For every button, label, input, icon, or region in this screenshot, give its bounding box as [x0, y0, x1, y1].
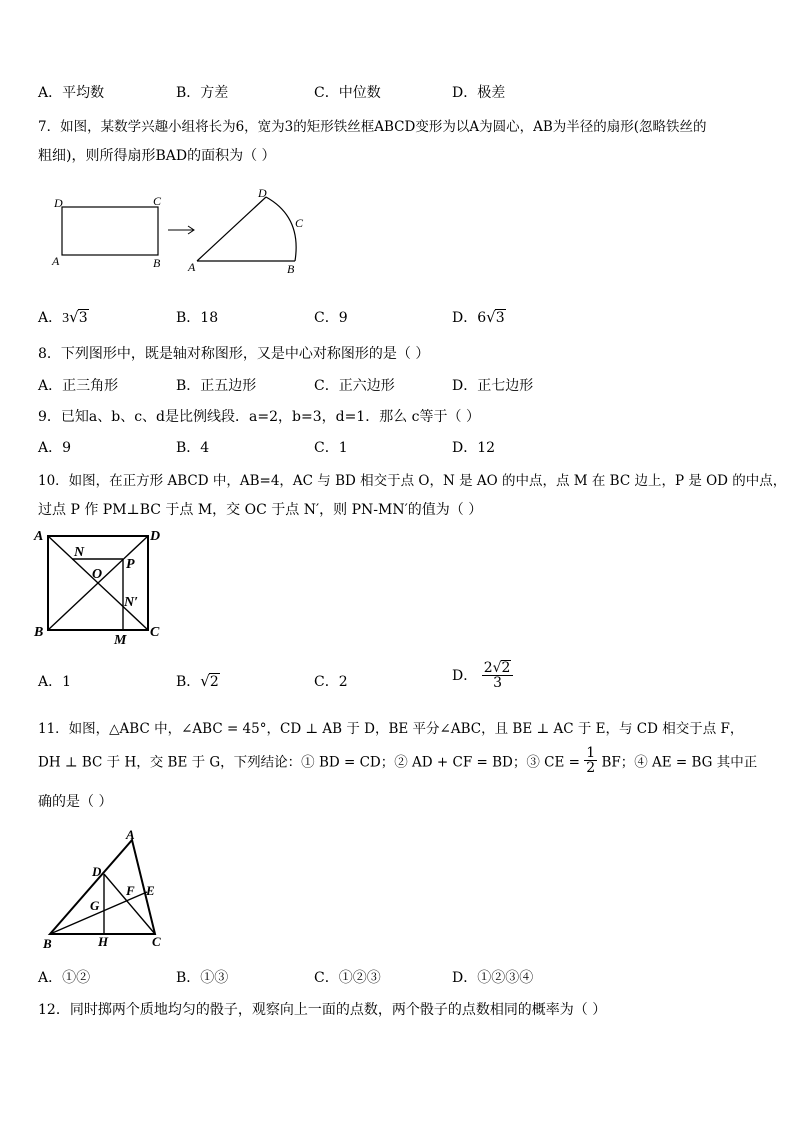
q10-figure: [32, 524, 172, 650]
q11-option-a: A．①②: [38, 970, 91, 986]
q10-label-d: D: [150, 529, 161, 544]
q11-label-f: F: [126, 883, 135, 898]
q9-option-b: B．4: [176, 440, 210, 456]
q10-label-a: A: [34, 529, 44, 544]
q7-label-a2: A: [188, 260, 196, 274]
q11-question-line1: 11．如图，△ABC 中，∠ABC = 45°，CD ⊥ AB 于 D，BE 平分∠ABC，且 BE ⊥ AC 于 E，与 CD 相交于点 F，: [38, 721, 744, 737]
q10-option-d-fraction: $\frac{2√2}{3}$: [482, 660, 514, 690]
q7-question-line1: 7．如图，某数学兴趣小组将长为6，宽为3的矩形铁丝框ABCD变形为以A为圆心，AB为半径的扇形(忽略铁丝的: [38, 119, 707, 135]
q11-label-a: A: [126, 827, 135, 842]
q11-lines: [50, 874, 155, 934]
q7-label-d: D: [54, 196, 63, 210]
q10-label-o: O: [92, 567, 103, 582]
q11-label-b: B: [43, 936, 52, 950]
q7-option-d: D．6√3: [452, 308, 505, 326]
q7-label-a: A: [52, 254, 60, 268]
q11-figure: [40, 826, 180, 950]
q11-label-h: H: [98, 934, 109, 949]
q7-sector: [197, 197, 296, 261]
q7-label-b: B: [153, 256, 161, 270]
q10-lines: [48, 536, 148, 630]
q9-option-a: A．9: [38, 440, 72, 456]
q10-option-a: A．1: [38, 674, 72, 690]
q12-question: 12．同时掷两个质地均匀的骰子，观察向上一面的点数，两个骰子的点数相同的概率为（ ）: [38, 1002, 607, 1018]
q8-option-c: C．正六边形: [314, 378, 395, 394]
q7-label-b2: B: [287, 262, 295, 275]
arrow-right-icon: [168, 226, 194, 234]
q8-option-d: D．正七边形: [452, 378, 534, 394]
q10-label-p: P: [126, 557, 135, 572]
q7-option-c: C．9: [314, 310, 348, 326]
q9-option-d: D．12: [452, 440, 496, 456]
q11-fraction: $\frac{1}{2}$: [586, 745, 596, 776]
q10-label-n: N: [74, 545, 85, 560]
q11-option-d: D．①②③④: [452, 970, 534, 986]
q6-option-c: C．中位数: [314, 85, 381, 101]
q8-question: 8．下列图形中，既是轴对称图形，又是中心对称图形的是（ ）: [38, 346, 430, 362]
q11-option-b: B．①③: [176, 970, 229, 986]
q6-option-d: D．极差: [452, 85, 506, 101]
q7-label-c: C: [153, 194, 162, 208]
q11-label-e: E: [146, 883, 155, 898]
q10-label-m: M: [114, 633, 127, 648]
q9-question: 9．已知a、b、c、d是比例线段．a=2，b=3，d=1．那么 c等于（ ）: [38, 409, 480, 425]
q9-option-c: C．1: [314, 440, 348, 456]
q10-option-b: B．√2: [176, 672, 219, 690]
q10-option-c: C．2: [314, 674, 348, 690]
q7-label-c2: C: [295, 216, 304, 230]
q7-option-a: A．3√3: [38, 308, 88, 326]
q7-figure: [40, 185, 320, 275]
q8-option-a: A．正三角形: [38, 378, 119, 394]
q10-label-b: B: [34, 625, 44, 640]
q10-question-line1: 10．如图，在正方形 ABCD 中，AB=4，AC 与 BD 相交于点 O，N 是 AO 的中点，点 M 在 BC 边上，P 是 OD 的中点，: [38, 473, 787, 489]
q10-question-line2: 过点 P 作 PM⊥BC 于点 M，交 OC 于点 N′，则 PN-MN′的值为（ ）: [38, 502, 483, 518]
q6-option-b: B．方差: [176, 85, 229, 101]
q11-question-line3: 确的是（ ）: [38, 794, 113, 810]
q11-label-g: G: [90, 898, 100, 913]
q11-triangle: [50, 840, 155, 934]
q10-option-d: D． $\frac{2√2}{3}$: [452, 660, 513, 690]
q6-option-a: A．平均数: [38, 85, 105, 101]
q7-rectangle: [62, 207, 158, 255]
q11-label-d: D: [92, 864, 102, 879]
q11-question-line2: DH ⊥ BC 于 H，交 BE 于 G，下列结论：① BD = CD；② AD + CF = BD；③ CE = $\frac{1}{2}$ BF；④ AE = BG 其中正: [38, 745, 758, 776]
q10-label-c: C: [150, 625, 160, 640]
q7-question-line2: 粗细)，则所得扇形BAD的面积为（ ）: [38, 148, 276, 164]
q11-option-c: C．①②③: [314, 970, 381, 986]
q8-option-b: B．正五边形: [176, 378, 257, 394]
q10-label-n-prime: N′: [124, 595, 139, 610]
q7-option-b: B．18: [176, 310, 219, 326]
q7-label-d2: D: [258, 186, 267, 200]
q11-label-c: C: [152, 934, 161, 949]
